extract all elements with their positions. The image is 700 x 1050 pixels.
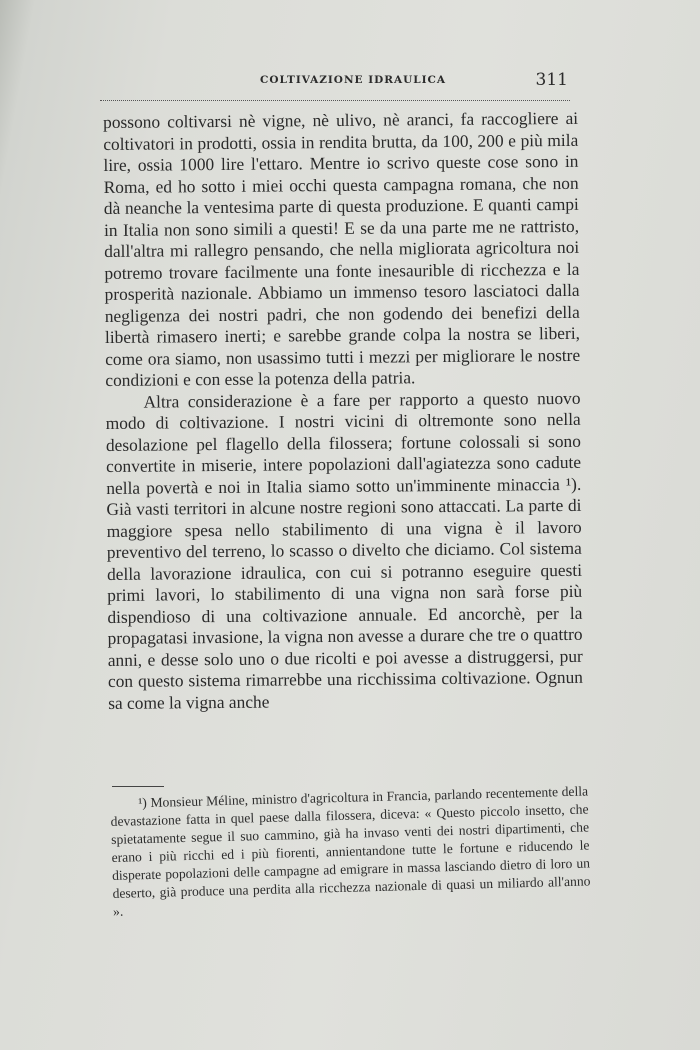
footnote-text: ¹) Monsieur Méline, ministro d'agricoltura in Francia, parlando recentemente della devastazione fatta in quel paese dalla filossera, diceva: « Questo piccolo insetto, che spietatamente segue il suo cammino, già ha invaso venti dei nostri dipartimenti, che erano i più ricchi ed i più fiorenti, annientandone tutte le fortune e riducendo le disperate popolazioni delle campagne ad emigrare in massa lasciando dietro di loro un deserto, già produce una perdita alla ricchezza nazionale di quasi un miliardo all'anno ». [110, 783, 591, 919]
running-header [100, 72, 570, 101]
page-number: 311 [535, 70, 568, 90]
main-text [103, 108, 583, 714]
paragraph-2: Altra considerazione è a fare per rapporto a questo nuovo modo di coltivazione. I nostri vicini di oltremonte sono nella desolazione pel flagello della filossera; fortune colossali si sono convertite in miserie, intere popolazioni dall'agiatezza sono cadute nella povertà e noi in Italia siamo sotto un'imminente minaccia ¹). Già vasti territori in alcune nostre regioni sono attaccati. La parte di maggiore spesa nello stabilimento di una vigna è il lavoro preventivo del terreno, lo scasso o divelto che diciamo. Col sistema della lavorazione idraulica, con cui si potranno eseguire questi primi lavori, lo stabilimento di una vigna non sarà forse più dispendioso di una coltivazione annuale. Ed ancorchè, per la propagatasi invasione, la vigna non avesse a durare che tre o quattro anni, e desse solo uno o due ricolti e poi avesse a distruggersi, pur con questo sistema rimarrebbe una ricchissima coltivazione. Ognun sa come la vigna anche [105, 387, 584, 713]
footnote [110, 782, 591, 920]
footnote-divider [112, 786, 164, 787]
running-title: COLTIVAZIONE IDRAULICA [260, 74, 447, 86]
paragraph-1: possono coltivarsi nè vigne, nè ulivo, nè aranci, fa raccogliere ai coltivatori in prodotti, ossia in rendita brutta, da 100, 200 e più mila lire, ossia 1000 lire l'ettaro. Mentre io scrivo queste cose sono in Roma, ed ho sotto i miei occhi questa campagna romana, che non dà neanche la ventesima parte di questa produzione. E quanti campi in Italia non sono simili a questi! E se da una parte me ne rattristo, dall'altra mi rallegro pensando, che nella migliorata agricoltura noi potremo trovare facilmente una fonte inesaurible di ricchezza e la prosperità nazionale. Abbiamo un immenso tesoro lasciatoci dalla negligenza dei nostri padri, che non godendo dei benefizi della libertà rimasero inerti; e sarebbe grande colpa la nostra se liberi, come ora siamo, non usassimo tutti i mezzi per migliorare le nostre condizioni e con esse la potenza della patria. [103, 107, 581, 390]
